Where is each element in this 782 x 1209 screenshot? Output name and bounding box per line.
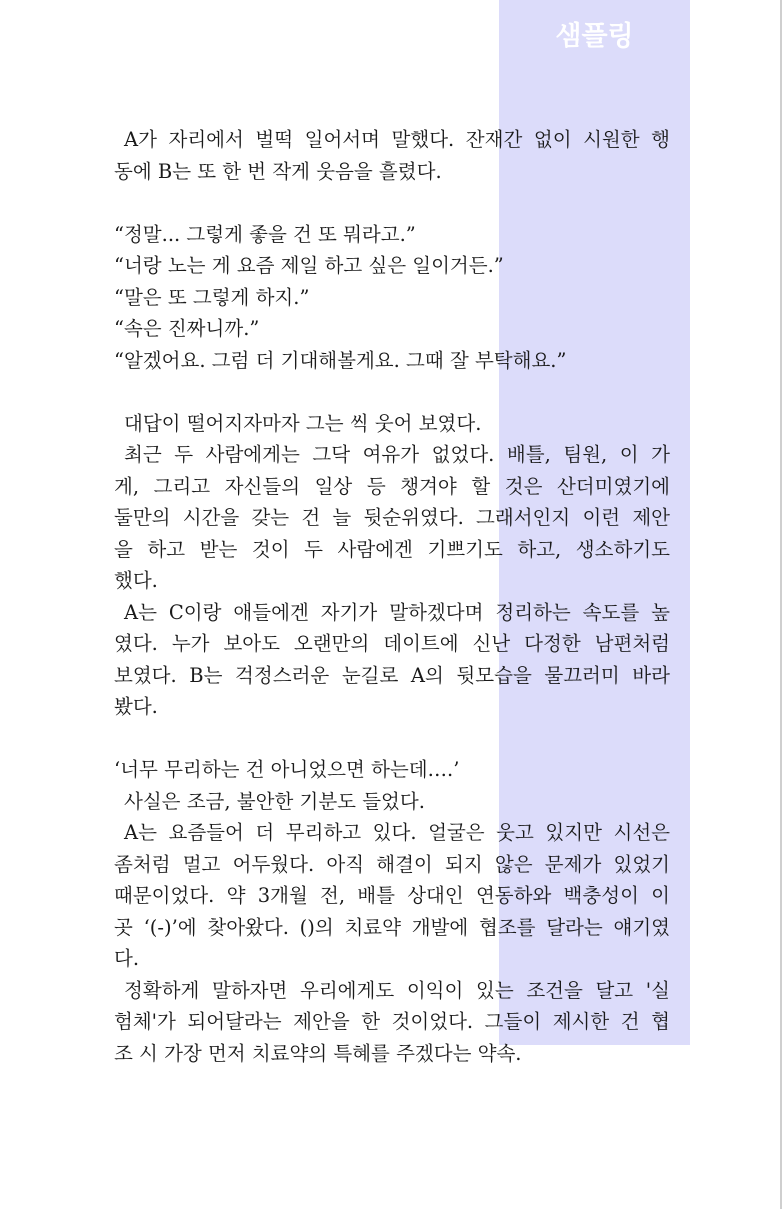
- text-line: 사실은 조금, 불안한 기분도 들었다.: [124, 789, 425, 813]
- sample-label: 샘플링: [555, 21, 634, 52]
- text-line: A가 자리에서 벌떡 일어서며 말했다. 잔재간 없이 시원한 행: [124, 128, 670, 151]
- text-line: “정말... 그렇게 좋을 건 또 뭐라고.”: [114, 222, 416, 246]
- text-line: 좀처럼 멀고 어두웠다. 아직 해결이 되지 않은 문제가 있었기: [114, 852, 670, 876]
- text-line: A는 C이랑 애들에겐 자기가 말하겠다며 정리하는 속도를 높: [124, 600, 670, 624]
- text-line: 보였다. B는 걱정스러운 눈길로 A의 뒷모습을 물끄러미 바라: [114, 663, 670, 687]
- text-line: 때문이었다. 약 3개월 전, 배틀 상대인 연동하와 백충성이 이: [114, 884, 670, 907]
- text-line: 봤다.: [114, 695, 158, 718]
- paragraph-gap: [114, 723, 670, 755]
- text-line: 조 시 가장 먼저 치료약의 특혜를 주겠다는 약속.: [114, 1041, 522, 1065]
- paragraph-gap: [114, 187, 670, 219]
- text-line: ‘너무 무리하는 건 아니었으면 하는데….’: [114, 758, 460, 781]
- text-line: 게, 그리고 자신들의 일상 등 챙겨야 할 것은 산더미였기에: [114, 474, 670, 498]
- paragraph-gap: [114, 376, 670, 408]
- document-body: [114, 124, 670, 1069]
- text-line: 험체'가 되어달라는 제안을 한 것이었다. 그들이 제시한 건 협: [114, 1010, 670, 1033]
- text-line: 였다. 누가 보아도 오랜만의 데이트에 신난 다정한 남편처럼: [114, 632, 670, 655]
- text-line: 정확하게 말하자면 우리에게도 이익이 있는 조건을 달고 '실: [124, 978, 670, 1002]
- text-line: 둘만의 시간을 갖는 건 늘 뒷순위였다. 그래서인지 이런 제안: [114, 506, 670, 529]
- text-line: 곳 ‘(-)’에 찾아왔다. ()의 치료약 개발에 협조를 달라는 얘기였: [114, 915, 670, 939]
- text-line: “알겠어요. 그럼 더 기대해볼게요. 그때 잘 부탁해요.”: [114, 348, 567, 372]
- text-line: 최근 두 사람에게는 그닥 여유가 없었다. 배틀, 팀원, 이 가: [124, 443, 670, 466]
- text-line: A는 요즘들어 더 무리하고 있다. 얼굴은 웃고 있지만 시선은: [124, 821, 670, 844]
- text-line: “너랑 노는 게 요즘 제일 하고 싶은 일이거든.”: [114, 254, 504, 277]
- text-line: “말은 또 그렇게 하지.”: [114, 285, 310, 309]
- text-line: 동에 B는 또 한 번 작게 웃음을 흘렸다.: [114, 159, 442, 183]
- text-line: “속은 진짜니까.”: [114, 317, 260, 340]
- text-line: 했다.: [114, 569, 158, 592]
- text-line: 대답이 떨어지자마자 그는 씩 웃어 보였다.: [124, 411, 482, 435]
- text-line: 다.: [114, 947, 140, 970]
- text-line: 을 하고 받는 것이 두 사람에겐 기쁘기도 하고, 생소하기도: [114, 537, 670, 561]
